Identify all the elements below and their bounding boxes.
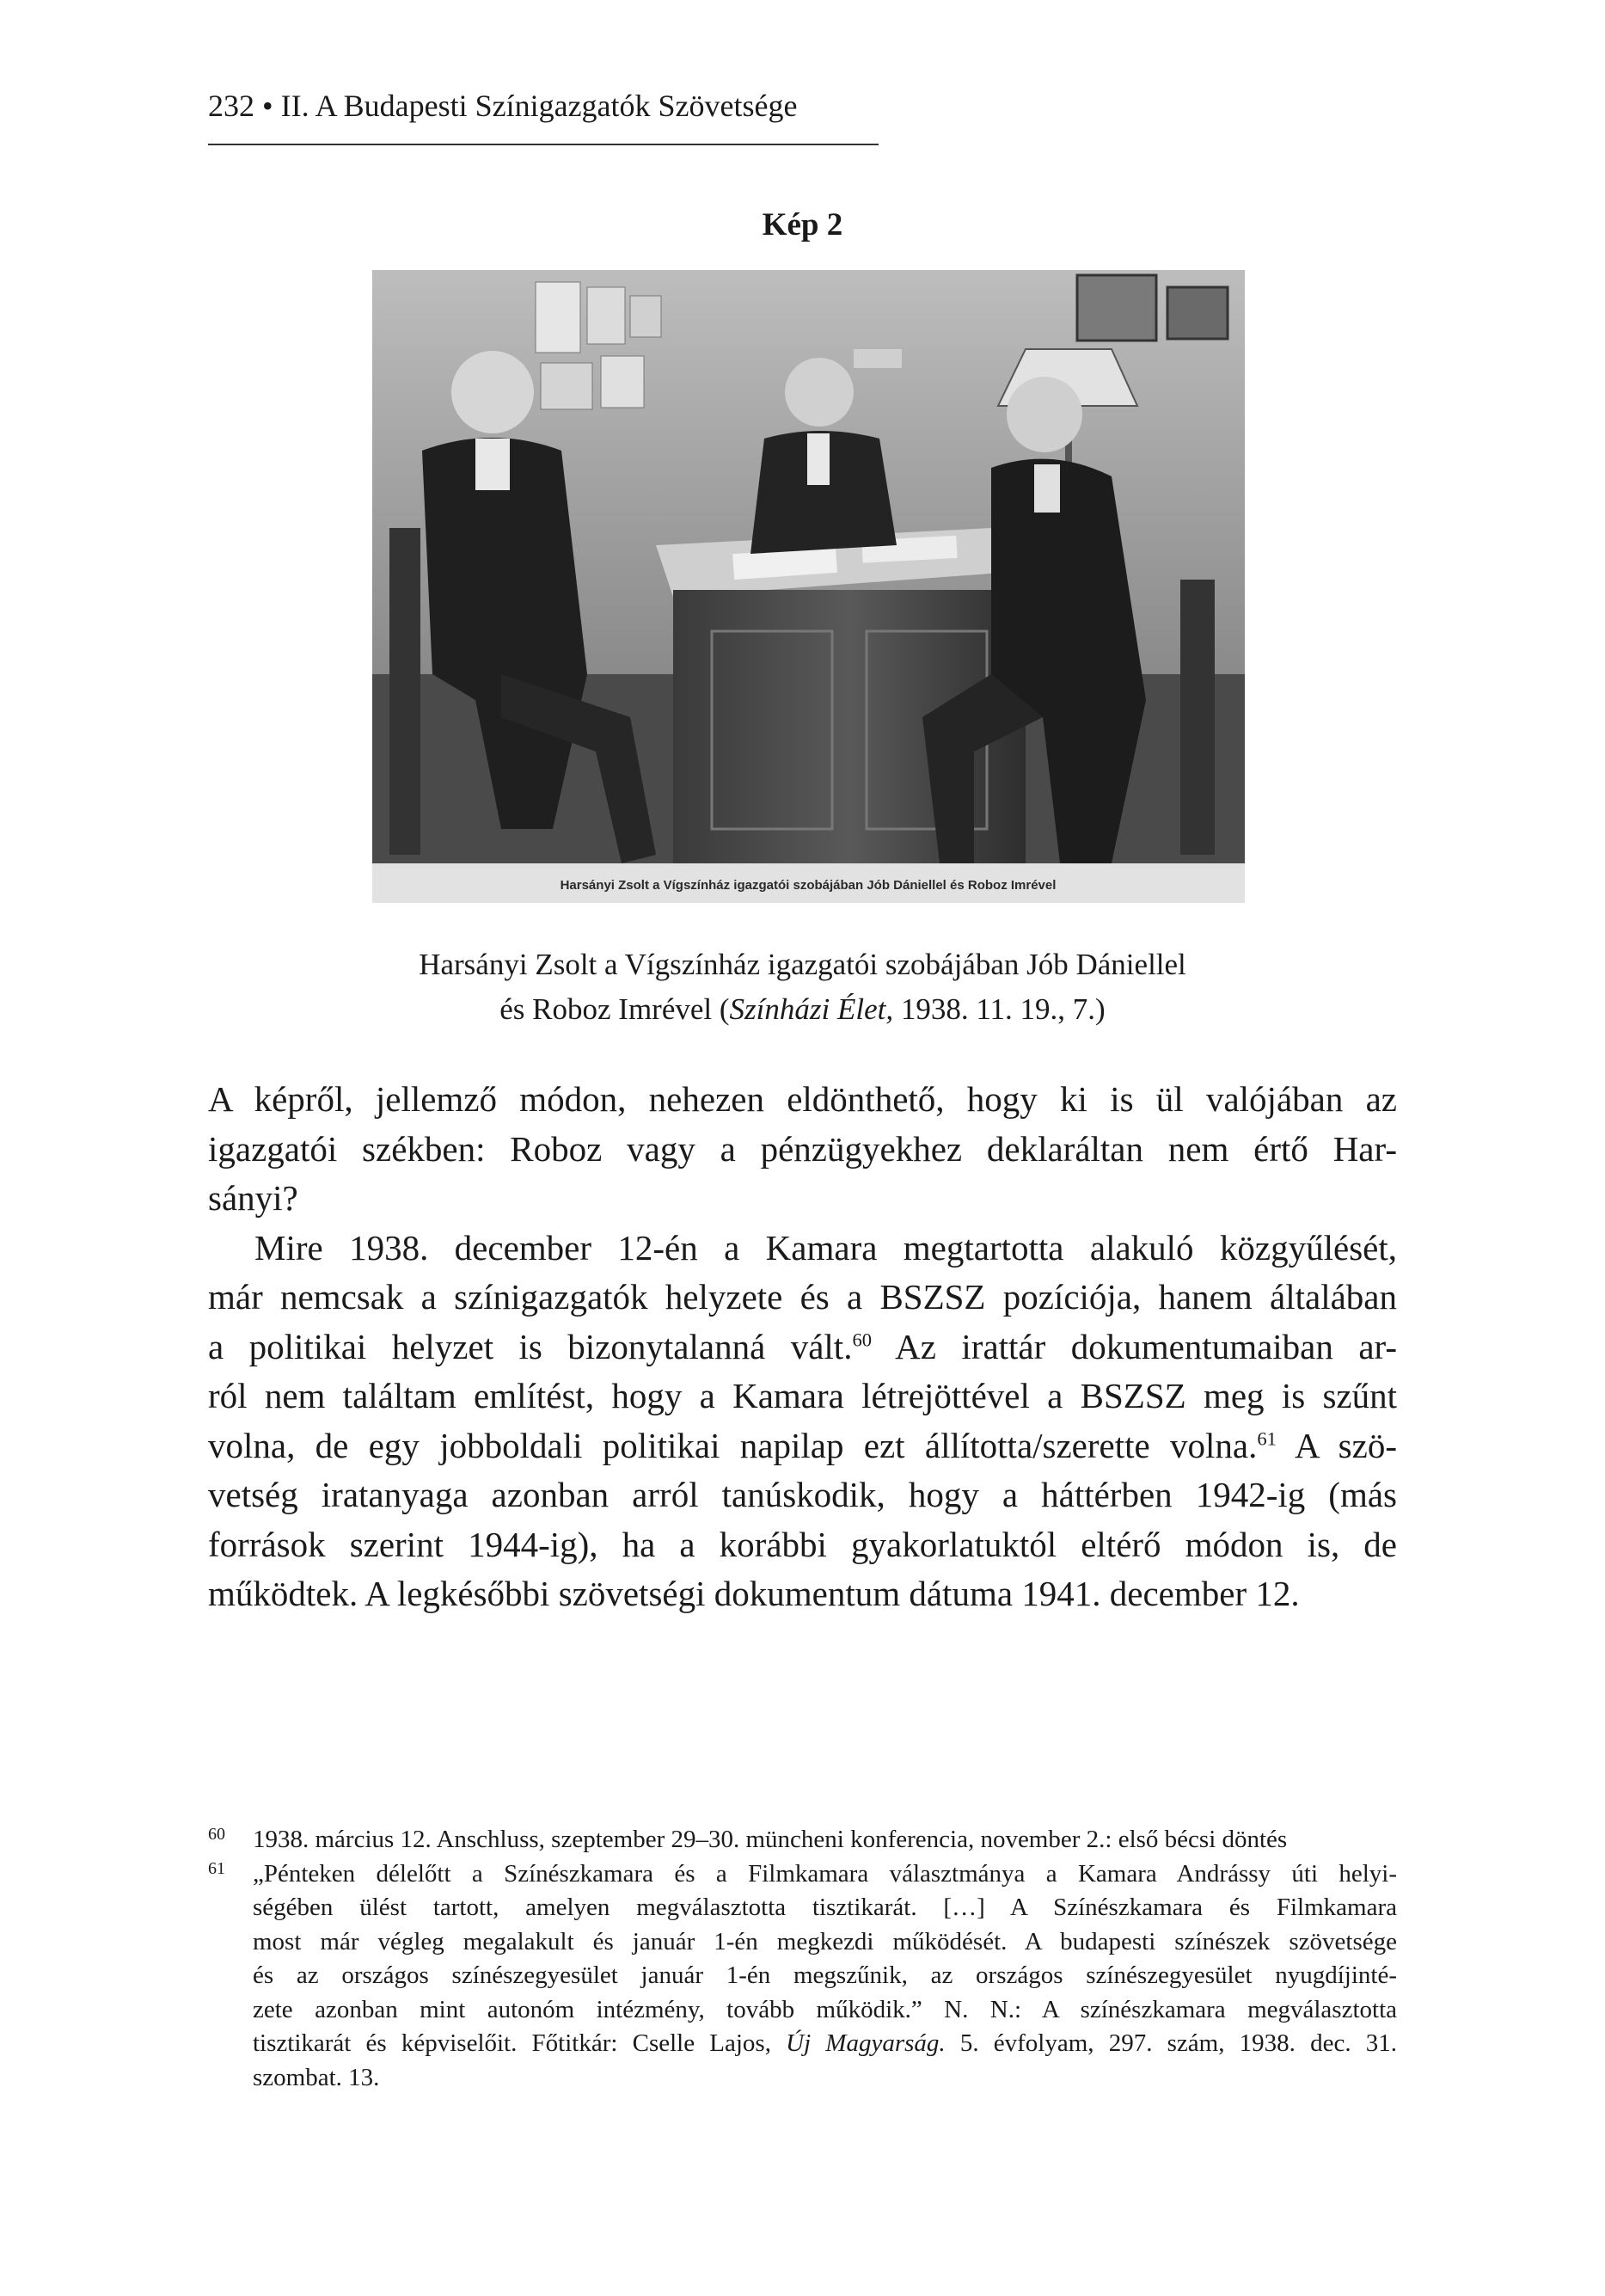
footnote-61 xyxy=(208,1857,1397,2096)
body-text xyxy=(208,1075,1397,1619)
text-line: működtek. A legkésőbbi szövetségi dokumentum dátuma 1941. december 12. xyxy=(208,1574,1300,1613)
text-line: források szerint 1944-ig), ha a korábbi gyakorlatuktól eltérő módon is, de xyxy=(208,1524,1397,1564)
footnote-line: szombat. 13. xyxy=(253,2063,380,2091)
text-line: igazgatói székben: Roboz vagy a pénzügyekhez deklaráltan nem értő Har- xyxy=(208,1128,1397,1169)
text-line: már nemcsak a színigazgatók helyzete és a BSZSZ pozíciója, hanem általában xyxy=(208,1277,1397,1317)
running-head: 232 • II. A Budapesti Színigazgatók Szövetsége xyxy=(208,89,798,123)
header-rule xyxy=(208,144,879,145)
text-fragment: Az irattár dokumentumaiban ar- xyxy=(872,1326,1397,1366)
footnote-line: 1938. március 12. Anschluss, szeptember 29–30. müncheni konferencia, november 2.: első bécsi döntés xyxy=(253,1826,1288,1853)
paragraph-1 xyxy=(208,1075,1397,1224)
text-line: sányi? xyxy=(208,1178,298,1218)
source-title: Új Magyarság. xyxy=(786,2029,946,2057)
footnote-ref-61[interactable]: 61 xyxy=(1257,1427,1277,1449)
footnote-line: ségében ülést tartott, amelyen megválasztotta tisztikarát. […] A Színészkamara és Filmkamara xyxy=(253,1894,1397,1921)
paragraph-2 xyxy=(208,1224,1397,1619)
footnote-60 xyxy=(208,1823,1397,1857)
text-line: ról nem találtam említést, hogy a Kamara létrejöttével a BSZSZ meg is szűnt xyxy=(208,1376,1397,1415)
caption-line-1: Harsányi Zsolt a Vígszínház igazgatói szobájában Jób Dániellel xyxy=(419,948,1186,981)
caption-line-2 xyxy=(0,987,1605,1032)
footnote-number: 61 xyxy=(208,1858,225,1878)
footnote-ref-60[interactable]: 60 xyxy=(852,1328,872,1350)
text-fragment: A szö- xyxy=(1276,1425,1397,1465)
text-line xyxy=(208,1323,1397,1372)
footnote-number: 60 xyxy=(208,1825,225,1844)
text-line xyxy=(208,1421,1397,1471)
footnote-line: most már végleg megalakult és január 1-én megkezdi működését. A budapesti színészek szövetsége xyxy=(253,1927,1397,1955)
footnote-line xyxy=(253,2027,1397,2061)
text-line: A képről, jellemző módon, nehezen eldönthető, hogy ki is ül valójában az xyxy=(208,1079,1397,1119)
footnote-line: zete azonban mint autonóm intézmény, tovább működik.” N. N.: A színészkamara megválasztotta xyxy=(253,1995,1397,2023)
text-fragment: volna, de egy jobboldali politikai napilap ezt állította/szerette volna. xyxy=(208,1425,1258,1465)
text-fragment: tisztikarát és képviselőit. Főtitkár: Cselle Lajos, xyxy=(253,2029,787,2057)
figure-label: Kép 2 xyxy=(762,207,843,242)
text-fragment: a politikai helyzet is bizonytalanná vált. xyxy=(208,1326,853,1366)
text-line: vetség iratanyaga azonban arról tanúskodik, hogy a háttérben 1942-ig (más xyxy=(208,1475,1397,1514)
text-fragment: 5. évfolyam, 297. szám, 1938. dec. 31. xyxy=(945,2029,1397,2057)
text-line: Mire 1938. december 12-én a Kamara megtartotta alakuló közgyűlését, xyxy=(254,1227,1397,1268)
footnote-line: „Pénteken délelőtt a Színészkamara és a Filmkamara választmánya a Kamara Andrássy úti helyi- xyxy=(253,1859,1397,1888)
footnotes xyxy=(208,1823,1397,2095)
caption-source-title: Színházi Élet, xyxy=(729,992,894,1026)
footnote-line: és az országos színészegyesület január 1-én megszűnik, az országos színészegyesület nyugdíjinté- xyxy=(253,1961,1397,1989)
figure-caption xyxy=(0,942,1605,1032)
photo-strip-text: Harsányi Zsolt a Vígszínház igazgatói szobájában Jób Dániellel és Roboz Imrével xyxy=(560,878,1057,893)
caption-text: és Roboz Imrével ( xyxy=(499,992,730,1026)
historical-photograph xyxy=(372,270,1245,903)
caption-source-detail: 1938. 11. 19., 7.) xyxy=(893,992,1106,1026)
